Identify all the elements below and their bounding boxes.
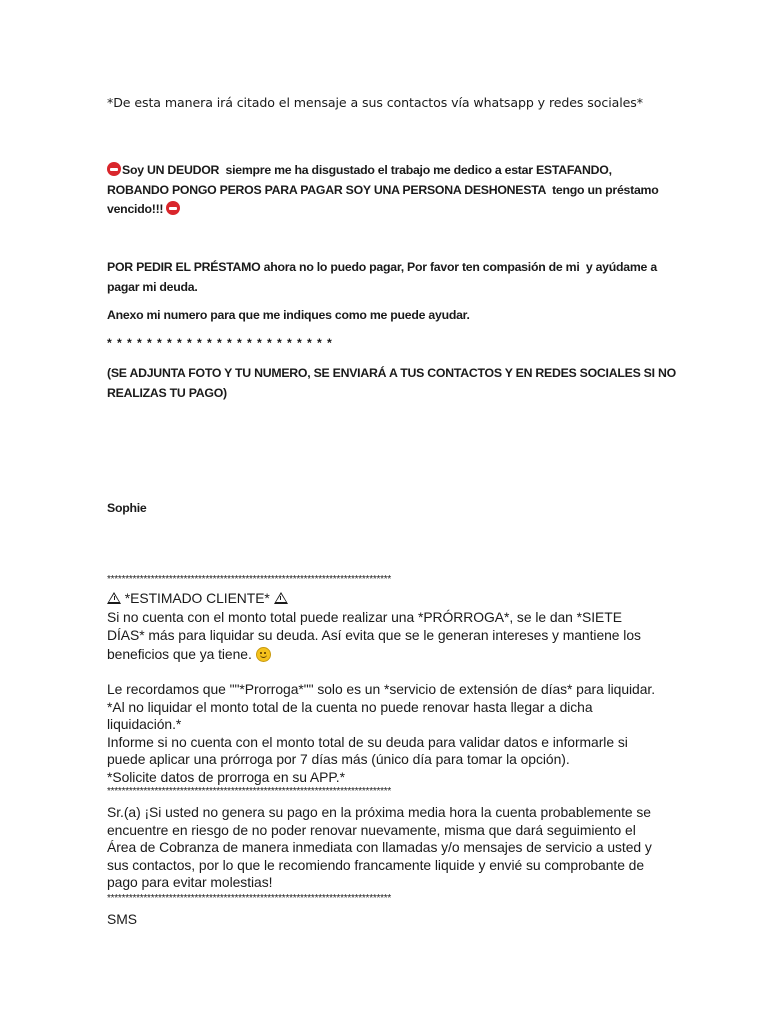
compasion-line-2: pagar mi deuda.: [107, 279, 198, 294]
recordamos-line-5: puede aplicar una prórroga por 7 días más (único día para tomar la opción).: [107, 751, 570, 767]
deudor-line-2: ROBANDO PONGO PEROS PARA PAGAR SOY UNA PERSONA DESHONESTA tengo un préstamo: [107, 182, 659, 197]
sr-line-3: Área de Cobranza de manera inmediata con llamadas y/o mensajes de servicio a usted y: [107, 839, 652, 855]
no-entry-icon: [107, 162, 121, 176]
sr-line-2: encuentre en riesgo de no poder renovar nuevamente, misma que dará seguimiento el: [107, 821, 636, 838]
sr-line-5: pago para evitar molestias!: [107, 874, 273, 890]
recordamos-line-1: Le recordamos que ""*Prorroga*"" solo es un *servicio de extensión de días* para liquidar.: [107, 681, 656, 697]
warning-icon: [274, 592, 288, 604]
separator-line: ******************************************************************************: [107, 786, 392, 797]
star-divider: * * * * * * * * * * * * * * * * * * * * * * *: [107, 336, 333, 350]
adjunta-line-1: (SE ADJUNTA FOTO Y TU NUMERO, SE ENVIARÁ A TUS CONTACTOS Y EN REDES SOCIALES SI NO: [107, 366, 676, 380]
recordamos-line-2: *Al no liquidar el monto total de la cuenta no puede renovar hasta llegar a dicha: [107, 698, 593, 715]
sr-line-1: Sr.(a) ¡Si usted no genera su pago en la próxima media hora la cuenta probablemente se: [107, 804, 651, 820]
recordamos-line-6: *Solicite datos de prorroga en su APP.*: [107, 768, 345, 785]
slightly-smiling-face-icon: [256, 647, 271, 662]
separator-line: ******************************************************************************: [107, 893, 392, 904]
intro-note: *De esta manera irá citado el mensaje a sus contactos vía whatsapp y redes sociales*: [107, 95, 643, 110]
deudor-line-1: Soy UN DEUDOR siempre me ha disgustado el trabajo me dedico a estar ESTAFANDO,: [107, 161, 612, 181]
separator-line: ******************************************************************************: [107, 574, 392, 585]
recordamos-line-4: Informe si no cuenta con el monto total de su deuda para validar datos e informarle si: [107, 733, 628, 750]
aviso-line-1: Si no cuenta con el monto total puede realizar una *PRÓRROGA*, se le dan *SIETE: [107, 608, 622, 625]
signature: Sophie: [107, 501, 147, 515]
aviso-line-2: DÍAS* más para liquidar su deuda. Así evita que se le generan intereses y mantiene los: [107, 627, 641, 643]
aviso-line-3: beneficios que ya tiene.: [107, 646, 271, 663]
anexo-line: Anexo mi numero para que me indiques como me puede ayudar.: [107, 308, 470, 322]
sms-label: SMS: [107, 911, 137, 927]
compasion-line-1: POR PEDIR EL PRÉSTAMO ahora no lo puedo pagar, Por favor ten compasión de mi y ayúdame a: [107, 260, 657, 274]
sr-line-4: sus contactos, por lo que le recomiendo francamente liquide y envié su comprobante de: [107, 856, 645, 873]
deudor-line-3: vencido!!!: [107, 200, 181, 220]
no-entry-icon: [166, 201, 180, 215]
adjunta-line-2: REALIZAS TU PAGO): [107, 385, 227, 400]
recordamos-line-3: liquidación.*: [107, 716, 182, 732]
warning-icon: [107, 592, 121, 604]
aviso-heading: *ESTIMADO CLIENTE*: [107, 590, 288, 607]
